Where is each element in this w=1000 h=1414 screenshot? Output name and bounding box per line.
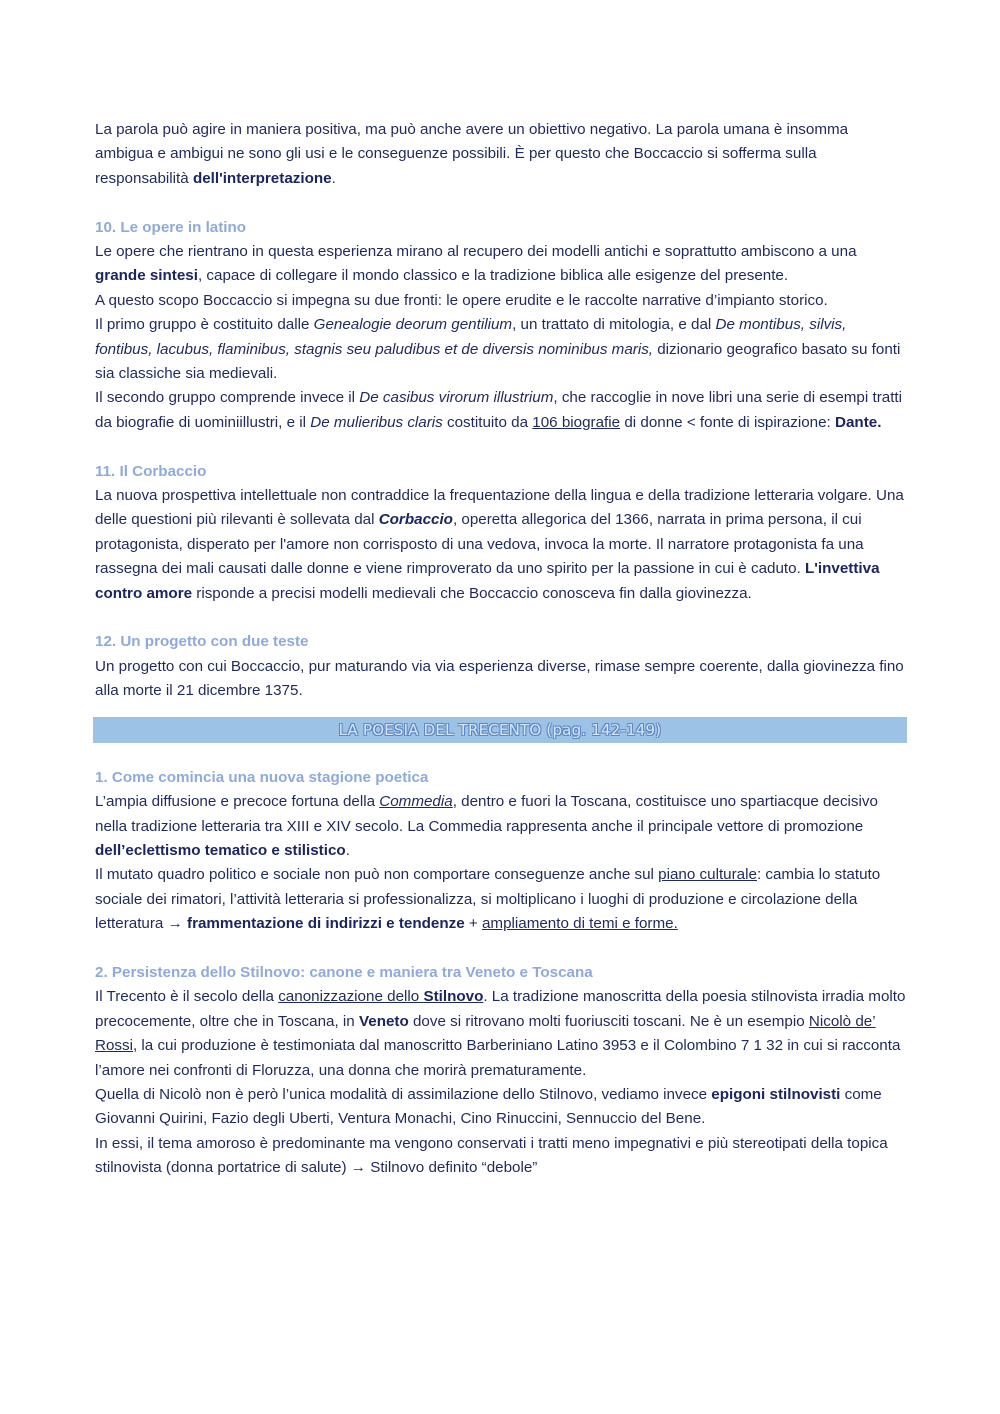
text-run: Il Trecento è il secolo della	[95, 988, 279, 1006]
bold-term: Veneto	[358, 1012, 409, 1030]
italic-title: De casibus virorum illustrium	[359, 389, 554, 407]
underlined-term: 106 biografie	[532, 413, 621, 431]
poetry-section-heading-2: 2. Persistenza dello Stilnovo: canone e maniera tra Veneto e Toscana	[95, 963, 593, 981]
underlined-term: canonizzazione dello	[278, 988, 424, 1006]
chapter-banner-title: LA POESIA DEL TRECENTO (pag. 142-149)	[338, 720, 662, 739]
bold-term: dell'interpretazione	[192, 169, 332, 187]
bold-term: L'invettiva contro amore	[95, 560, 880, 602]
text-run: Le opere che rientrano in questa esperienza mirano al recupero dei modelli antichi e soprattutto ambiscono a una	[95, 243, 857, 261]
poetry-section-2-paragraph-2	[95, 1083, 906, 1132]
bold-term: dell’eclettismo tematico e stilistico	[95, 841, 346, 859]
text-run: : cambia lo statuto sociale dei rimatori, l’attività letteraria si professionalizza, si moltiplicano i luoghi di produzione e circolazione della letteratura →	[95, 866, 881, 933]
section-10-paragraph-3	[95, 313, 906, 386]
text-run: , la cui produzione è testimoniata dal manoscritto Barberiniano Latino 3953 e il Colombino 7 1 32 in cui si racconta l’amore nei confronti di Floruzza, una donna che morirà prematuramente.	[95, 1037, 901, 1079]
text-run: Il secondo gruppo comprende invece il	[95, 389, 360, 407]
section-10-paragraph-2: A questo scopo Boccaccio si impegna su due fronti: le opere erudite e le raccolte narrative d’impianto storico.	[95, 291, 828, 309]
section-10-paragraph-1	[95, 240, 906, 289]
intro-paragraph	[95, 118, 906, 191]
bold-italic-title: Corbaccio	[378, 511, 453, 529]
chapter-banner	[93, 717, 907, 743]
text-run: dove si ritrovano molti fuoriusciti toscani. Ne è un esempio	[408, 1012, 809, 1030]
text-run: , capace di collegare il mondo classico e la tradizione biblica alle esigenze del presente.	[197, 267, 789, 285]
text-run: , un trattato di mitologia, e dal	[512, 316, 716, 334]
poetry-section-2-paragraph-1	[95, 985, 906, 1083]
text-run: .	[345, 841, 350, 859]
text-run: . La tradizione manoscritta della poesia stilnovista irradia molto precocemente, oltre che in Toscana, in	[95, 988, 906, 1030]
section-10-paragraph-4	[95, 386, 906, 435]
poetry-section-2-paragraph-3: In essi, il tema amoroso è predominante ma vengono conservati i tratti meno impegnativi e più stereotipati della topica stilnovista (donna portatrice di salute) → Stilnovo definito “debole”	[95, 1134, 888, 1177]
underlined-term: ampliamento di temi e forme.	[481, 915, 678, 933]
italic-title: Genealogie deorum gentilium	[313, 316, 513, 334]
underlined-bold-term: Stilnovo	[423, 988, 484, 1006]
section-12-paragraph: Un progetto con cui Boccaccio, pur maturando via via esperienza diverse, rimase sempre coerente, dalla giovinezza fino alla morte il 21 dicembre 1375.	[95, 657, 904, 700]
text-run: Il mutato quadro politico e sociale non può non comportare conseguenze anche sul	[95, 866, 659, 884]
poetry-section-1-paragraph-2	[95, 863, 906, 936]
text-run: .	[331, 169, 336, 187]
text-run: dizionario geografico basato su fonti sia classiche sia medievali.	[95, 340, 901, 383]
section-11-paragraph	[95, 484, 906, 606]
italic-title: De montibus, silvis, fontibus, lacubus, flaminibus, stagnis seu paludibus et de diversis nominibus maris,	[95, 316, 847, 358]
section-heading-11: 11. Il Corbaccio	[95, 462, 207, 480]
text-run: , dentro e fuori la Toscana, costituisce uno spartiacque decisivo nella tradizione letteraria tra XIII e XIV secolo. La Commedia rappresenta anche il principale vettore di promozione	[95, 793, 878, 835]
underlined-italic-title: Commedia	[379, 793, 453, 811]
text-run: La parola può agire in maniera positiva, ma può anche avere un obiettivo negativo. La parola umana è insomma ambigua e ambigui ne sono gli usi e le conseguenze possibili. È per questo che Boccaccio si sofferma sulla responsabilità	[95, 121, 849, 187]
text-run: costituito da	[442, 413, 533, 431]
text-run: di donne < fonte di ispirazione:	[620, 413, 835, 431]
bold-term: epigoni stilnovisti	[711, 1085, 841, 1103]
underlined-term: piano culturale	[658, 866, 757, 884]
text-run: L’ampia diffusione e precoce fortuna della	[95, 793, 380, 811]
text-run: Quella di Nicolò non è però l’unica modalità di assimilazione dello Stilnovo, vediamo invece	[95, 1085, 712, 1103]
bold-term: Dante.	[835, 413, 882, 431]
text-run: Il primo gruppo è costituito dalle	[95, 316, 314, 334]
section-heading-12: 12. Un progetto con due teste	[95, 633, 309, 651]
text-run: risponde a precisi modelli medievali che Boccaccio conosceva fin dalla giovinezza.	[192, 584, 752, 602]
poetry-section-1-paragraph-1	[95, 790, 906, 863]
text-run: , operetta allegorica del 1366, narrata in prima persona, il cui protagonista, disperato per l'amore non corrisposto di una vedova, invoca la morte. Il narratore protagonista fa una rassegna dei mali causati dalle donne e viene rimproverato da uno spirito per la passione in cui è caduto.	[95, 511, 864, 578]
underlined-term: Nicolò de’ Rossi	[95, 1012, 876, 1055]
text-run: +	[464, 915, 482, 933]
bold-term: grande sintesi	[95, 267, 198, 285]
text-run: come Giovanni Quirini, Fazio degli Uberti, Ventura Monachi, Cino Rinuccini, Sennuccio del Bene.	[95, 1085, 882, 1128]
text-run: , che raccoglie in nove libri una serie di esempi tratti da biografie di uominiillustri, e il	[95, 389, 903, 431]
italic-title: De mulieribus claris	[310, 413, 443, 431]
text-run: La nuova prospettiva intellettuale non contraddice la frequentazione della lingua e della tradizione letteraria volgare. Una delle questioni più rilevanti è sollevata dal	[95, 487, 904, 529]
bold-term: frammentazione di indirizzi e tendenze	[187, 915, 465, 933]
section-heading-10: 10. Le opere in latino	[95, 218, 247, 236]
poetry-section-heading-1: 1. Come comincia una nuova stagione poetica	[95, 768, 429, 786]
